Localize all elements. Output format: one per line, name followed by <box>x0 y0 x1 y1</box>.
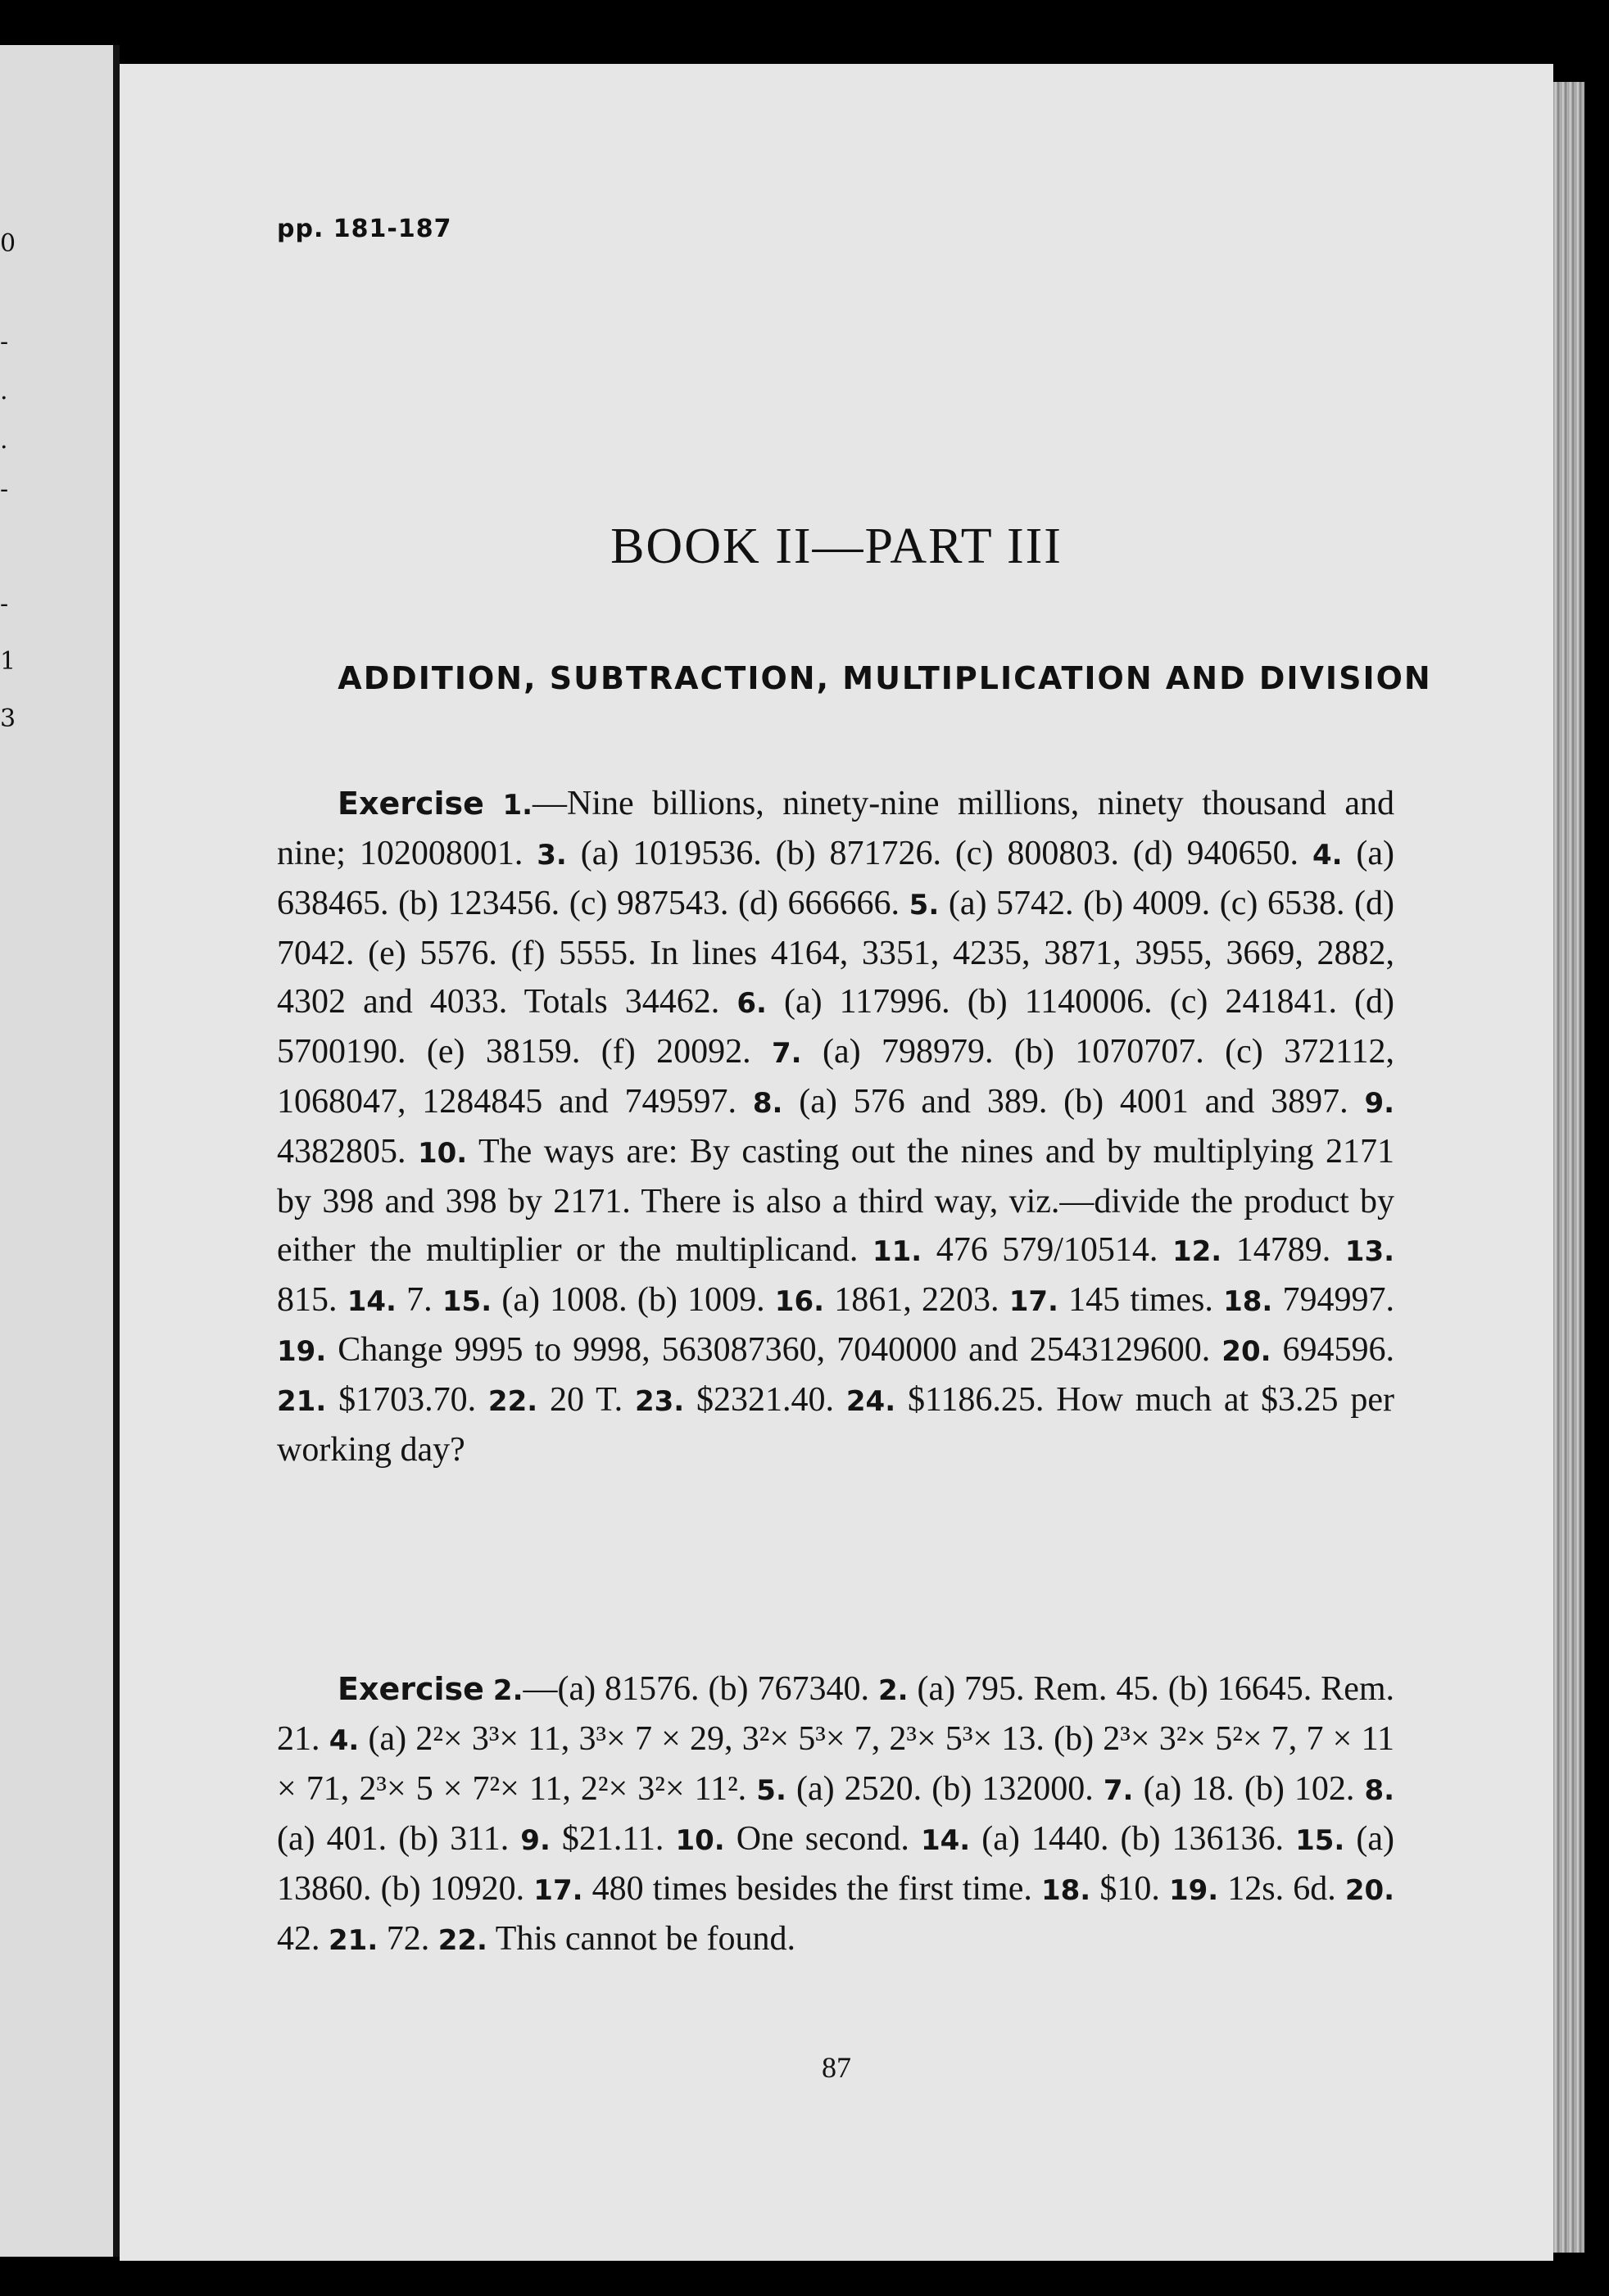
answer-text: 20 T. <box>550 1381 623 1419</box>
answer-number: 5. <box>909 889 940 922</box>
answer-number: 8. <box>1364 1774 1395 1807</box>
answer-number: 15. <box>1295 1824 1345 1857</box>
answer-text: (a) 638465. (b) 123456. (c) 987543. (d) 666666. <box>277 835 1395 922</box>
answer-number: 12. <box>1172 1235 1222 1268</box>
margin-mark: 3 <box>0 704 16 733</box>
answer-text: (a) 1019536. (b) 871726. (c) 800803. (d) 940650. <box>580 835 1299 872</box>
answer-number: 23. <box>634 1385 685 1418</box>
exercise-1-paragraph <box>277 780 1394 1474</box>
answer-text: 12s. 6d. <box>1227 1870 1336 1908</box>
answer-text: 7. <box>406 1281 433 1319</box>
answer-text: This cannot be found. <box>495 1920 795 1958</box>
answer-text: The ways are: By casting out the nines and by multiplying 2171 by 398 and 398 by 2171. There is also a third way, viz.—divide the product by either the multiplier or the multiplicand. <box>277 1133 1394 1269</box>
answer-text: (a) 576 and 389. (b) 4001 and 3897. <box>799 1083 1348 1121</box>
margin-mark: - <box>0 475 9 504</box>
answer-number: 22. <box>437 1924 487 1957</box>
answer-number: 19. <box>1168 1874 1219 1907</box>
answer-text: $21.11. <box>561 1820 664 1858</box>
answer-text: 145 times. <box>1068 1281 1213 1319</box>
answer-text: One second. <box>736 1820 909 1858</box>
answer-text: (a) 13860. (b) 10920. <box>277 1820 1395 1908</box>
answer-number: 22. <box>487 1385 538 1418</box>
answer-number: 18. <box>1040 1874 1091 1907</box>
margin-mark: - <box>0 328 9 356</box>
answer-text: (a) 798979. (b) 1070707. (c) 372112, 1068047, 1284845 and 749597. <box>277 1033 1395 1121</box>
answer-number: 3. <box>537 839 567 872</box>
answer-number: 10. <box>675 1824 725 1857</box>
margin-mark: 1 <box>0 647 16 676</box>
answer-text: (a) 5742. (b) 4009. (c) 6538. (d) 7042. (e) 5576. (f) 5555. In lines 4164, 3351, 4235, 3871, 3955, 3669, 2882, 4302 and 4033. Totals 34462. <box>277 885 1395 1021</box>
answer-number: 4. <box>1312 839 1343 872</box>
answer-number: 17. <box>1008 1285 1058 1318</box>
answer-text: (a) 2520. (b) 132000. <box>795 1770 1094 1808</box>
answer-number: 5. <box>756 1774 786 1807</box>
exercise-2-answers <box>277 1670 1394 1958</box>
answer-number: 8. <box>752 1087 783 1120</box>
answer-text: 4382805. <box>277 1133 406 1171</box>
answer-text: $2321.40. <box>696 1381 835 1419</box>
exercise-number: 1. <box>502 789 533 822</box>
margin-mark: . <box>0 426 8 455</box>
page-number: 87 <box>822 2051 851 2084</box>
answer-text: Change 9995 to 9998, 563087360, 7040000 and 2543129600. <box>338 1331 1211 1369</box>
answer-number: 24. <box>845 1385 896 1418</box>
answer-text: 476 579/10514. <box>936 1231 1158 1269</box>
answer-number: 16. <box>774 1285 825 1318</box>
answer-number: 14. <box>920 1824 971 1857</box>
answer-number: 7. <box>772 1037 802 1070</box>
answer-text: $1703.70. <box>338 1381 477 1419</box>
exercise-label: Exercise <box>338 1671 484 1707</box>
page-title: BOOK II—PART III <box>610 519 1063 574</box>
margin-mark: 0 <box>0 229 16 258</box>
answer-number: 15. <box>442 1285 492 1318</box>
exercise-1-answers <box>277 835 1394 1469</box>
answer-text: (a) 1008. (b) 1009. <box>501 1281 765 1319</box>
answer-number: 14. <box>347 1285 397 1318</box>
exercise-label: Exercise <box>338 786 484 822</box>
answer-number: 10. <box>417 1137 468 1170</box>
answer-text: (a) 1440. (b) 136136. <box>981 1820 1285 1858</box>
answer-number: 21. <box>277 1385 327 1418</box>
answer-text: 694596. <box>1282 1331 1395 1369</box>
margin-mark: - <box>0 590 9 618</box>
answer-text: 14789. <box>1235 1231 1331 1269</box>
exercise-lead: —Nine billions, ninety-nine millions, ninety thousand and nine; 102008001. <box>277 785 1395 872</box>
answer-number: 21. <box>329 1924 378 1957</box>
binding-gutter <box>113 45 120 2257</box>
exercise-number: 2. <box>492 1674 523 1707</box>
answer-text: 815. <box>277 1281 338 1319</box>
answer-text: 480 times besides the first time. <box>591 1870 1032 1908</box>
answer-number: 18. <box>1223 1285 1273 1318</box>
answer-text: (a) 18. (b) 102. <box>1143 1770 1355 1808</box>
answer-number: 19. <box>277 1335 327 1368</box>
answer-text: (a) 795. Rem. 45. (b) 16645. Rem. 21. <box>277 1670 1395 1758</box>
answer-text: (a) 117996. (b) 1140006. (c) 241841. (d) 5700190. (e) 38159. (f) 20092. <box>277 983 1395 1071</box>
answer-number: 13. <box>1344 1235 1395 1268</box>
answer-number: 17. <box>533 1874 583 1907</box>
answer-text: 42. <box>277 1920 320 1958</box>
answer-text: (a) 2²× 3³× 11, 3³× 7 × 29, 3²× 5³× 7, 2³× 5³× 13. (b) 2³× 3²× 5²× 7, 7 × 11 × 71, 2³× 5 × 7²× 11, 2²× 3²× 11². <box>277 1720 1395 1808</box>
answer-text: 72. <box>386 1920 430 1958</box>
answer-text: $1186.25. How much at $3.25 per working day? <box>277 1381 1395 1469</box>
section-heading: ADDITION, SUBTRACTION, MULTIPLICATION AND DIVISION <box>338 660 1432 696</box>
answer-number: 9. <box>520 1824 551 1857</box>
answer-number: 2. <box>877 1674 909 1707</box>
answer-number: 9. <box>1364 1087 1395 1120</box>
exercise-lead: —(a) 81576. (b) 767340. <box>523 1670 869 1708</box>
answer-text: 794997. <box>1282 1281 1395 1319</box>
answer-text: (a) 401. (b) 311. <box>277 1820 510 1858</box>
answer-text: 1861, 2203. <box>834 1281 999 1319</box>
answer-number: 20. <box>1221 1335 1271 1368</box>
answer-number: 20. <box>1344 1874 1395 1907</box>
facing-page-sliver <box>0 45 115 2257</box>
exercise-2-paragraph <box>277 1665 1394 1965</box>
answer-text: $10. <box>1099 1870 1160 1908</box>
answer-number: 6. <box>737 987 767 1020</box>
margin-mark: . <box>0 377 8 405</box>
answer-number: 11. <box>872 1235 922 1268</box>
answer-number: 4. <box>329 1724 360 1757</box>
answer-number: 7. <box>1103 1774 1134 1807</box>
page-edge <box>1553 82 1584 2253</box>
running-head: pp. 181-187 <box>277 215 452 243</box>
